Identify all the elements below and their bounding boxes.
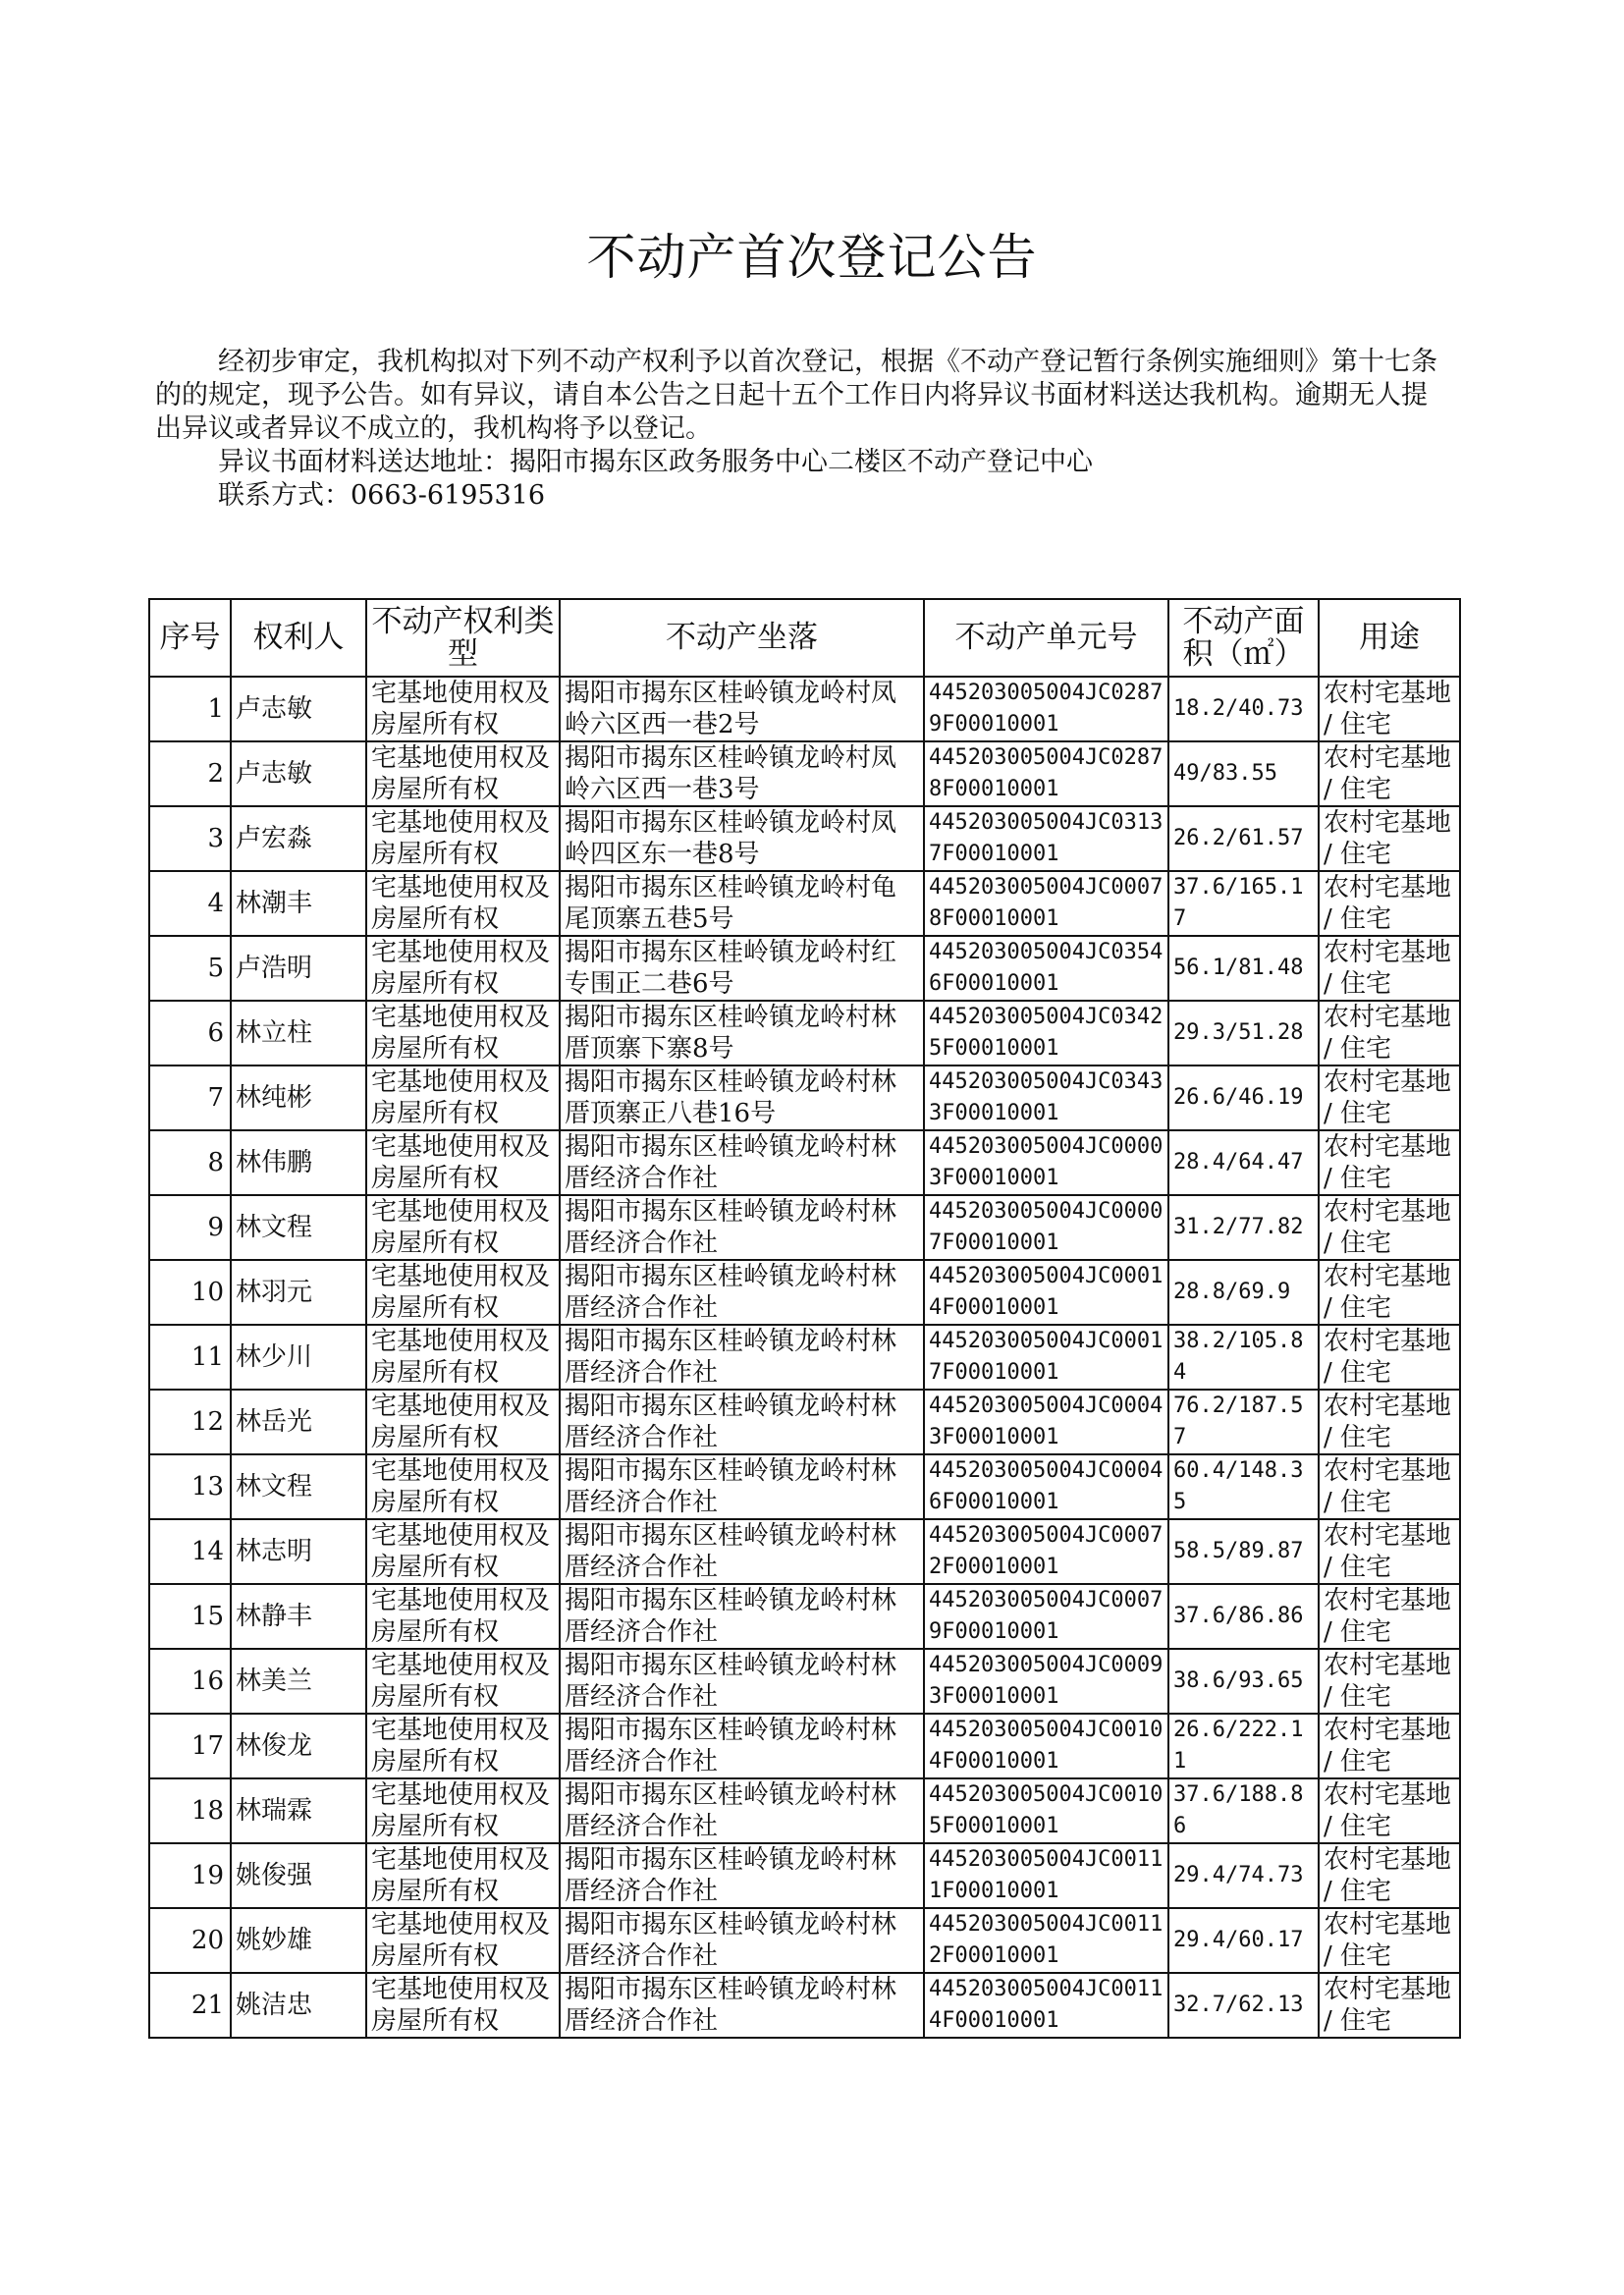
cell-unit-number: 445203005004JC00046F00010001 [924,1454,1168,1519]
cell-location: 揭阳市揭东区桂岭镇龙岭村红专围正二巷6号 [560,936,924,1001]
cell-owner: 姚洁忠 [231,1973,366,2038]
cell-owner: 林文程 [231,1195,366,1260]
cell-unit-number: 445203005004JC00043F00010001 [924,1390,1168,1454]
cell-area: 26.6/46.19 [1168,1066,1319,1130]
cell-no: 8 [149,1130,231,1195]
cell-right-type: 宅基地使用权及房屋所有权 [366,1778,560,1843]
cell-location: 揭阳市揭东区桂岭镇龙岭村林厝经济合作社 [560,1519,924,1584]
cell-no: 2 [149,741,231,806]
cell-unit-number: 445203005004JC00112F00010001 [924,1908,1168,1973]
contact-info: 联系方式：0663-6195316 [218,480,546,511]
cell-owner: 卢浩明 [231,936,366,1001]
cell-right-type: 宅基地使用权及房屋所有权 [366,1325,560,1390]
cell-unit-number: 445203005004JC00017F00010001 [924,1325,1168,1390]
cell-area: 28.8/69.9 [1168,1260,1319,1325]
cell-owner: 卢宏淼 [231,806,366,871]
table-row [149,1908,1460,1973]
cell-right-type: 宅基地使用权及房屋所有权 [366,1973,560,2038]
cell-unit-number: 445203005004JC00072F00010001 [924,1519,1168,1584]
cell-right-type: 宅基地使用权及房屋所有权 [366,1066,560,1130]
table-row [149,936,1460,1001]
cell-right-type: 宅基地使用权及房屋所有权 [366,1519,560,1584]
cell-no: 10 [149,1260,231,1325]
cell-use: 农村宅基地 / 住宅 [1319,936,1460,1001]
cell-owner: 林伟鹏 [231,1130,366,1195]
cell-location: 揭阳市揭东区桂岭镇龙岭村林厝经济合作社 [560,1130,924,1195]
cell-right-type: 宅基地使用权及房屋所有权 [366,1130,560,1195]
cell-use: 农村宅基地 / 住宅 [1319,1778,1460,1843]
cell-right-type: 宅基地使用权及房屋所有权 [366,1001,560,1066]
cell-no: 11 [149,1325,231,1390]
table-row [149,1195,1460,1260]
cell-unit-number: 445203005004JC00093F00010001 [924,1649,1168,1714]
page-title: 不动产首次登记公告 [586,229,1038,286]
cell-no: 17 [149,1714,231,1778]
cell-location: 揭阳市揭东区桂岭镇龙岭村林厝经济合作社 [560,1973,924,2038]
cell-location: 揭阳市揭东区桂岭镇龙岭村林厝经济合作社 [560,1649,924,1714]
cell-no: 7 [149,1066,231,1130]
cell-use: 农村宅基地 / 住宅 [1319,1260,1460,1325]
cell-location: 揭阳市揭东区桂岭镇龙岭村林厝经济合作社 [560,1390,924,1454]
cell-use: 农村宅基地 / 住宅 [1319,1843,1460,1908]
cell-area: 26.2/61.57 [1168,806,1319,871]
cell-use: 农村宅基地 / 住宅 [1319,1714,1460,1778]
cell-location: 揭阳市揭东区桂岭镇龙岭村林厝顶寨下寨8号 [560,1001,924,1066]
table-row [149,871,1460,936]
cell-area: 76.2/187.57 [1168,1390,1319,1454]
cell-use: 农村宅基地 / 住宅 [1319,806,1460,871]
cell-right-type: 宅基地使用权及房屋所有权 [366,1390,560,1454]
table-body [149,677,1460,2038]
cell-location: 揭阳市揭东区桂岭镇龙岭村林厝经济合作社 [560,1325,924,1390]
cell-area: 29.4/74.73 [1168,1843,1319,1908]
cell-right-type: 宅基地使用权及房屋所有权 [366,1843,560,1908]
cell-no: 9 [149,1195,231,1260]
cell-no: 1 [149,677,231,741]
cell-unit-number: 445203005004JC03425F00010001 [924,1001,1168,1066]
cell-owner: 林岳光 [231,1390,366,1454]
table-row [149,741,1460,806]
cell-right-type: 宅基地使用权及房屋所有权 [366,936,560,1001]
cell-no: 19 [149,1843,231,1908]
cell-unit-number: 445203005004JC00111F00010001 [924,1843,1168,1908]
cell-no: 12 [149,1390,231,1454]
table-row [149,1973,1460,2038]
cell-location: 揭阳市揭东区桂岭镇龙岭村林厝经济合作社 [560,1584,924,1649]
cell-use: 农村宅基地 / 住宅 [1319,677,1460,741]
cell-unit-number: 445203005004JC00003F00010001 [924,1130,1168,1195]
table-row [149,1519,1460,1584]
cell-owner: 林俊龙 [231,1714,366,1778]
table-row [149,1454,1460,1519]
cell-location: 揭阳市揭东区桂岭镇龙岭村龟尾顶寨五巷5号 [560,871,924,936]
cell-owner: 林纯彬 [231,1066,366,1130]
cell-area: 29.4/60.17 [1168,1908,1319,1973]
cell-right-type: 宅基地使用权及房屋所有权 [366,1649,560,1714]
cell-unit-number: 445203005004JC03546F00010001 [924,936,1168,1001]
cell-area: 29.3/51.28 [1168,1001,1319,1066]
cell-area: 60.4/148.35 [1168,1454,1319,1519]
cell-owner: 林羽元 [231,1260,366,1325]
cell-use: 农村宅基地 / 住宅 [1319,1001,1460,1066]
cell-area: 18.2/40.73 [1168,677,1319,741]
table-row [149,1066,1460,1130]
cell-no: 6 [149,1001,231,1066]
cell-right-type: 宅基地使用权及房屋所有权 [366,1584,560,1649]
table-row [149,1649,1460,1714]
cell-no: 16 [149,1649,231,1714]
cell-right-type: 宅基地使用权及房屋所有权 [366,677,560,741]
table-header-row [149,599,1460,677]
cell-use: 农村宅基地 / 住宅 [1319,1584,1460,1649]
cell-unit-number: 445203005004JC00014F00010001 [924,1260,1168,1325]
cell-no: 13 [149,1454,231,1519]
table-row [149,1325,1460,1390]
cell-right-type: 宅基地使用权及房屋所有权 [366,1714,560,1778]
cell-right-type: 宅基地使用权及房屋所有权 [366,1195,560,1260]
cell-use: 农村宅基地 / 住宅 [1319,1908,1460,1973]
cell-right-type: 宅基地使用权及房屋所有权 [366,871,560,936]
cell-unit-number: 445203005004JC00104F00010001 [924,1714,1168,1778]
table-row [149,1001,1460,1066]
cell-location: 揭阳市揭东区桂岭镇龙岭村凤岭四区东一巷8号 [560,806,924,871]
cell-owner: 林志明 [231,1519,366,1584]
cell-location: 揭阳市揭东区桂岭镇龙岭村林厝经济合作社 [560,1778,924,1843]
cell-area: 37.6/165.17 [1168,871,1319,936]
cell-area: 56.1/81.48 [1168,936,1319,1001]
cell-location: 揭阳市揭东区桂岭镇龙岭村林厝经济合作社 [560,1908,924,1973]
cell-location: 揭阳市揭东区桂岭镇龙岭村林厝经济合作社 [560,1714,924,1778]
cell-no: 18 [149,1778,231,1843]
header-no: 序号 [149,599,231,677]
cell-no: 3 [149,806,231,871]
cell-area: 49/83.55 [1168,741,1319,806]
header-area: 不动产面积（㎡） [1168,599,1319,677]
cell-owner: 卢志敏 [231,741,366,806]
cell-use: 农村宅基地 / 住宅 [1319,1130,1460,1195]
cell-no: 5 [149,936,231,1001]
cell-owner: 林文程 [231,1454,366,1519]
cell-use: 农村宅基地 / 住宅 [1319,1390,1460,1454]
cell-unit-number: 445203005004JC03433F00010001 [924,1066,1168,1130]
cell-owner: 林立柱 [231,1001,366,1066]
cell-owner: 姚妙雄 [231,1908,366,1973]
cell-owner: 林美兰 [231,1649,366,1714]
cell-owner: 林少川 [231,1325,366,1390]
cell-location: 揭阳市揭东区桂岭镇龙岭村林厝经济合作社 [560,1843,924,1908]
cell-area: 28.4/64.47 [1168,1130,1319,1195]
cell-use: 农村宅基地 / 住宅 [1319,1066,1460,1130]
cell-location: 揭阳市揭东区桂岭镇龙岭村凤岭六区西一巷3号 [560,741,924,806]
cell-owner: 林静丰 [231,1584,366,1649]
cell-area: 32.7/62.13 [1168,1973,1319,2038]
cell-no: 21 [149,1973,231,2038]
header-right-type: 不动产权利类型 [366,599,560,677]
cell-owner: 姚俊强 [231,1843,366,1908]
cell-use: 农村宅基地 / 住宅 [1319,1973,1460,2038]
table-row [149,677,1460,741]
table-row [149,1778,1460,1843]
cell-use: 农村宅基地 / 住宅 [1319,1325,1460,1390]
table-row [149,806,1460,871]
cell-location: 揭阳市揭东区桂岭镇龙岭村林厝经济合作社 [560,1260,924,1325]
header-use: 用途 [1319,599,1460,677]
notice-paragraph: 经初步审定，我机构拟对下列不动产权利予以首次登记，根据《不动产登记暂行条例实施细则》第十七条的的规定，现予公告。如有异议，请自本公告之日起十五个工作日内将异议书面材料送达我机构。逾期无人提出异议或者异议不成立的，我机构将予以登记。 [155,347,1437,444]
cell-right-type: 宅基地使用权及房屋所有权 [366,806,560,871]
cell-unit-number: 445203005004JC00079F00010001 [924,1584,1168,1649]
cell-unit-number: 445203005004JC00105F00010001 [924,1778,1168,1843]
table-row [149,1714,1460,1778]
cell-unit-number: 445203005004JC00114F00010001 [924,1973,1168,2038]
header-owner: 权利人 [231,599,366,677]
cell-use: 农村宅基地 / 住宅 [1319,1519,1460,1584]
table-row [149,1260,1460,1325]
cell-use: 农村宅基地 / 住宅 [1319,1649,1460,1714]
cell-unit-number: 445203005004JC02878F00010001 [924,741,1168,806]
cell-right-type: 宅基地使用权及房屋所有权 [366,1908,560,1973]
header-location: 不动产坐落 [560,599,924,677]
cell-owner: 卢志敏 [231,677,366,741]
objection-address: 异议书面材料送达地址：揭阳市揭东区政务服务中心二楼区不动产登记中心 [218,447,1093,477]
cell-no: 14 [149,1519,231,1584]
cell-use: 农村宅基地 / 住宅 [1319,741,1460,806]
cell-use: 农村宅基地 / 住宅 [1319,1195,1460,1260]
cell-owner: 林潮丰 [231,871,366,936]
table-row [149,1584,1460,1649]
cell-area: 26.6/222.11 [1168,1714,1319,1778]
cell-unit-number: 445203005004JC00078F00010001 [924,871,1168,936]
cell-no: 15 [149,1584,231,1649]
notice-body [155,346,1451,513]
cell-location: 揭阳市揭东区桂岭镇龙岭村林厝经济合作社 [560,1454,924,1519]
cell-use: 农村宅基地 / 住宅 [1319,1454,1460,1519]
cell-location: 揭阳市揭东区桂岭镇龙岭村凤岭六区西一巷2号 [560,677,924,741]
table-row [149,1843,1460,1908]
cell-area: 38.2/105.84 [1168,1325,1319,1390]
table-row [149,1130,1460,1195]
header-unit-number: 不动产单元号 [924,599,1168,677]
cell-unit-number: 445203005004JC03137F00010001 [924,806,1168,871]
cell-area: 37.6/188.86 [1168,1778,1319,1843]
cell-no: 20 [149,1908,231,1973]
table-row [149,1390,1460,1454]
cell-location: 揭阳市揭东区桂岭镇龙岭村林厝经济合作社 [560,1195,924,1260]
cell-area: 58.5/89.87 [1168,1519,1319,1584]
cell-right-type: 宅基地使用权及房屋所有权 [366,1260,560,1325]
cell-use: 农村宅基地 / 住宅 [1319,871,1460,936]
cell-area: 38.6/93.65 [1168,1649,1319,1714]
registration-table [148,598,1461,2039]
cell-location: 揭阳市揭东区桂岭镇龙岭村林厝顶寨正八巷16号 [560,1066,924,1130]
cell-owner: 林瑞霖 [231,1778,366,1843]
cell-area: 31.2/77.82 [1168,1195,1319,1260]
cell-right-type: 宅基地使用权及房屋所有权 [366,741,560,806]
cell-area: 37.6/86.86 [1168,1584,1319,1649]
cell-unit-number: 445203005004JC02879F00010001 [924,677,1168,741]
cell-no: 4 [149,871,231,936]
cell-unit-number: 445203005004JC00007F00010001 [924,1195,1168,1260]
cell-right-type: 宅基地使用权及房屋所有权 [366,1454,560,1519]
